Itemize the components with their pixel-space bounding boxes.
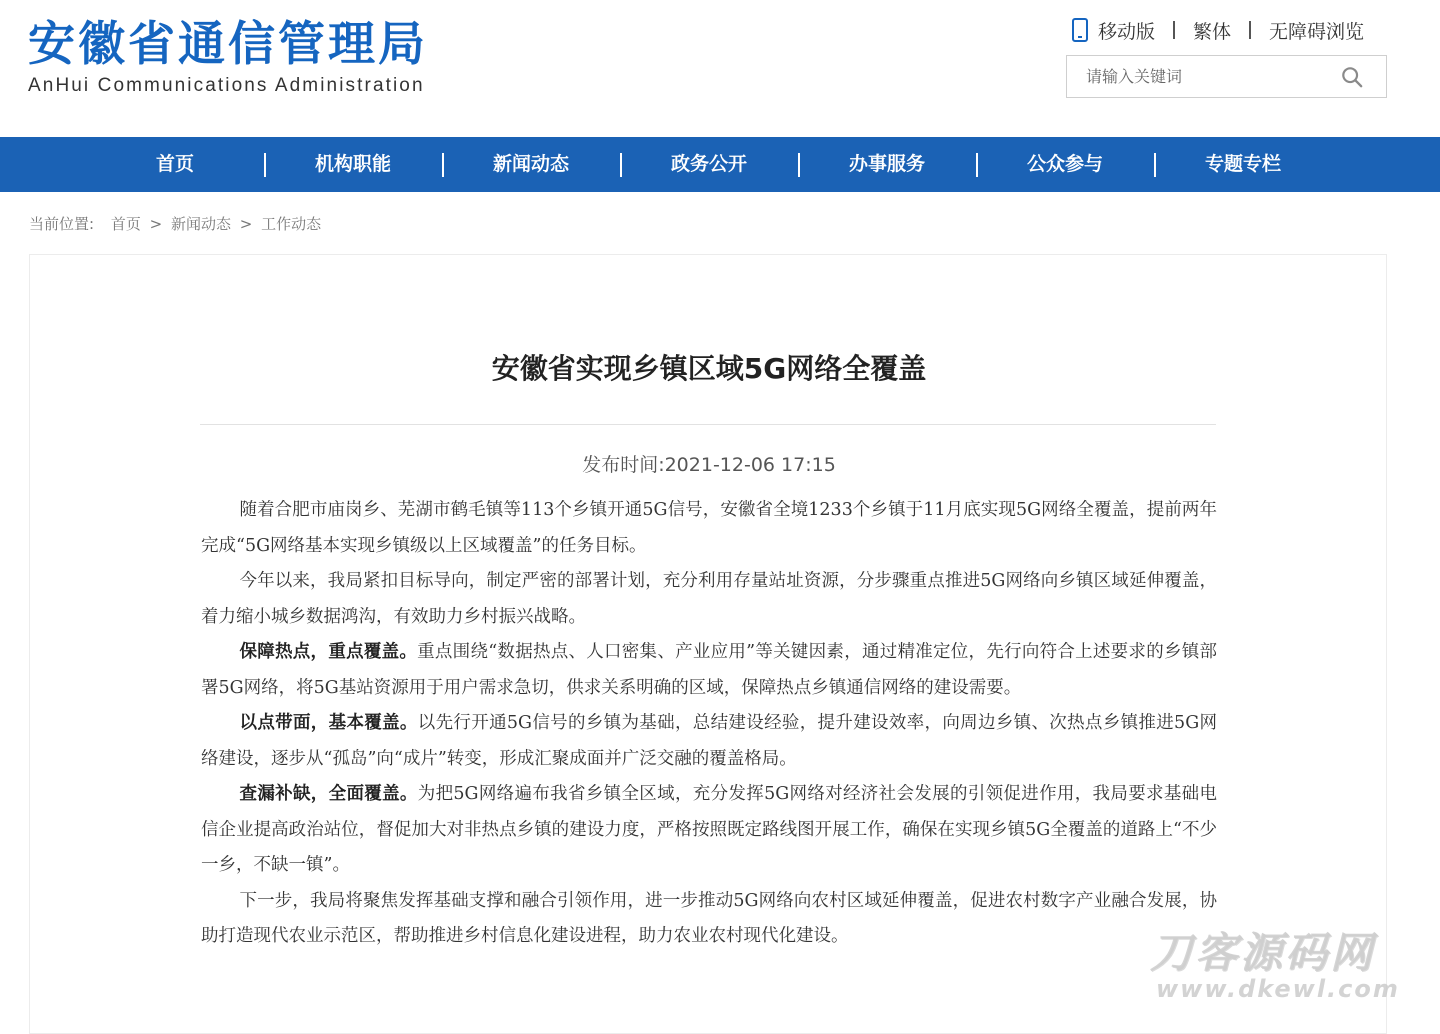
paragraph-text: 为把5G网络遍布我省乡镇全区域，充分发挥5G网络对经济社会发展的引领促进作用，我局要求基础电信企业提高政治站位，督促加大对非热点乡镇的建设力度，严格按照既定路线图开展工作，确保在实现乡镇5G全覆盖的道路上“不少一乡，不缺一镇”。: [201, 784, 1217, 875]
traditional-chinese-link[interactable]: 繁体: [1193, 21, 1232, 43]
top-links: [1072, 16, 1364, 44]
breadcrumb-home[interactable]: 首页: [110, 215, 141, 233]
main-nav: [0, 137, 1440, 192]
article-paragraph: [201, 564, 1217, 635]
article-paragraph: [201, 635, 1217, 706]
nav-item-home[interactable]: 首页: [155, 153, 194, 175]
article-paragraph: [201, 777, 1217, 884]
search-icon[interactable]: [1341, 66, 1363, 88]
article-body: [201, 493, 1217, 955]
paragraph-text: 随着合肥市庙岗乡、芜湖市鹤毛镇等113个乡镇开通5G信号，安徽省全境1233个乡镇于11月底实现5G网络全覆盖，提前两年完成“5G网络基本实现乡镇级以上区域覆盖”的任务目标。: [201, 500, 1217, 556]
breadcrumb-news[interactable]: 新闻动态: [171, 215, 232, 233]
breadcrumb-separator: >: [239, 215, 253, 233]
accessible-browse-link[interactable]: 无障碍浏览: [1269, 21, 1365, 43]
breadcrumb-separator: >: [149, 215, 163, 233]
breadcrumb-work-news[interactable]: 工作动态: [261, 215, 322, 233]
search-input[interactable]: [1067, 56, 1317, 97]
divider: [1249, 21, 1251, 39]
article-container: [29, 254, 1387, 1034]
paragraph-text: 重点围绕“数据热点、人口密集、产业应用”等关键因素，通过精准定位，先行向符合上述要求的乡镇部署5G网络，将5G基站资源用于用户需求急切，供求关系明确的区域，保障热点乡镇通信网络的建设需要。: [201, 642, 1217, 698]
paragraph-lead: 以点带面，基本覆盖。: [239, 713, 418, 733]
publish-time: 发布时间:2021-12-06 17:15: [582, 454, 836, 476]
site-header: [0, 0, 1440, 137]
logo-chinese-name: 安徽省通信管理局: [28, 17, 428, 72]
logo-english-name: AnHui Communications Administration: [28, 75, 425, 96]
nav-item-government-affairs[interactable]: 政务公开: [620, 137, 798, 192]
paragraph-lead: 保障热点，重点覆盖。: [239, 642, 418, 662]
paragraph-text: 以先行开通5G信号的乡镇为基础，总结建设经验，提升建设效率，向周边乡镇、次热点乡镇推进5G网络建设，逐步从“孤岛”向“成片”转变，形成汇聚成面并广泛交融的覆盖格局。: [201, 713, 1217, 769]
nav-item-news[interactable]: 新闻动态: [442, 137, 620, 192]
paragraph-text: 下一步，我局将聚焦发挥基础支撑和融合引领作用，进一步推动5G网络向农村区域延伸覆盖，促进农村数字产业融合发展，协助打造现代农业示范区，帮助推进乡村信息化建设进程，助力农业农村现代化建设。: [201, 890, 1217, 946]
paragraph-lead: 查漏补缺，全面覆盖。: [239, 784, 418, 804]
article-title: 安徽省实现乡镇区域5G网络全覆盖: [491, 352, 927, 385]
breadcrumb-label: 当前位置:: [29, 215, 95, 233]
nav-item-organization[interactable]: 机构职能: [264, 137, 442, 192]
nav-item-services[interactable]: 办事服务: [798, 137, 976, 192]
mobile-phone-icon: [1072, 18, 1088, 42]
article-paragraph: [201, 493, 1217, 564]
article-paragraph: [201, 884, 1217, 955]
watermark-url: www.dkewl.com: [1156, 975, 1400, 1003]
mobile-version-link[interactable]: 移动版: [1098, 21, 1156, 43]
title-divider: [200, 424, 1216, 425]
site-logo[interactable]: [28, 16, 428, 98]
article-paragraph: [201, 706, 1217, 777]
nav-item-special-topics[interactable]: 专题专栏: [1154, 137, 1332, 192]
nav-item-public-participation[interactable]: 公众参与: [976, 137, 1154, 192]
watermark-title: 刀客源码网: [1150, 928, 1376, 977]
paragraph-text: 今年以来，我局紧扣目标导向，制定严密的部署计划，充分利用存量站址资源，分步骤重点推进5G网络向乡镇区域延伸覆盖，着力缩小城乡数据鸿沟，有效助力乡村振兴战略。: [201, 571, 1217, 627]
divider: [1173, 21, 1175, 39]
breadcrumb: [29, 213, 321, 234]
search-box: [1066, 55, 1387, 98]
